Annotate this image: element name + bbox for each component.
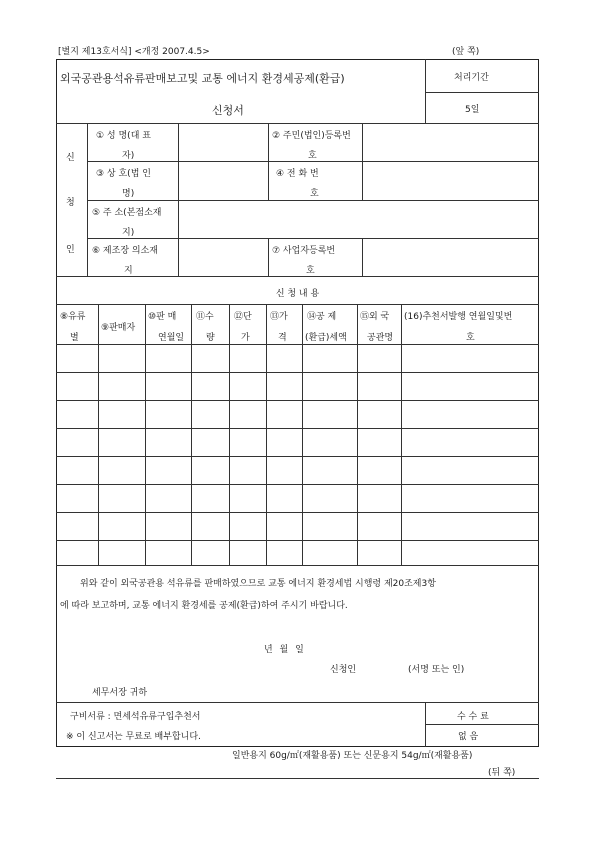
table-header-bottom <box>56 344 539 345</box>
addressee: 세무서장 귀하 <box>92 688 148 698</box>
form-subtitle: 신청서 <box>212 104 244 117</box>
plant-location-label-cont: 지 <box>124 266 133 276</box>
applicant-bottom-line <box>56 276 539 277</box>
fee-value: 없 음 <box>458 732 479 742</box>
col-sale-date-header: ⑩판 매 <box>148 312 177 322</box>
applicant-row-line-2 <box>87 200 539 201</box>
col-embassy-header-cont: 공관명 <box>367 333 394 343</box>
processing-period-label: 처리기간 <box>454 73 489 83</box>
applicant-row-line-1 <box>87 161 539 162</box>
col-tax-amount-header: ⑭공 제 <box>307 312 337 322</box>
back-side-label: (뒤 쪽) <box>488 768 516 778</box>
name-label: ① 성 명(대 표 <box>96 131 151 141</box>
footer-top-line <box>56 702 539 703</box>
declaration-line-1: 위와 같이 외국공관용 석유류를 판매하였으므로 교통 에너지 환경세법 시행령 제20조제3항 <box>80 579 436 589</box>
address-label: ⑤ 주 소(본점소재 <box>92 208 162 218</box>
content-header-bottom-line <box>56 304 539 305</box>
col-recommendation-header-cont: 호 <box>466 333 475 343</box>
business-number-label-cont: 호 <box>306 266 315 276</box>
col-unit-price-header-cont: 가 <box>241 333 250 343</box>
applicant-mid-divider-4 <box>362 238 363 276</box>
trade-name-label: ③ 상 호(법 인 <box>96 169 151 179</box>
page-bottom-line <box>56 778 539 779</box>
table-row-line-3 <box>56 428 539 429</box>
paper-spec: 일반용지 60g/㎡(재활용품) 또는 신문용지 54g/㎡(재활용품) <box>232 751 473 761</box>
applicant-row-line-3 <box>87 238 539 239</box>
col-tax-amount-header-cont: (환급)세액 <box>305 333 347 343</box>
phone-number-label-cont: 호 <box>310 189 319 199</box>
form-title: 외국공관용석유류판매보고및 교통 에너지 환경세공제(환급) <box>60 72 345 85</box>
col-price-header: ⑬가 <box>270 312 288 322</box>
col-seller-header: ⑨판매자 <box>101 323 136 333</box>
title-bottom-line <box>56 123 539 124</box>
applicant-char-3: 인 <box>66 245 75 255</box>
col-sale-date-header-cont: 연월일 <box>158 333 185 343</box>
table-row-line-6 <box>56 512 539 513</box>
page-side-label: (앞 쪽) <box>452 47 480 57</box>
declaration-date: 년 월 일 <box>264 645 304 655</box>
fee-label: 수 수 료 <box>457 712 489 722</box>
title-divider <box>425 59 426 123</box>
col-unit-price-header: ⑫단 <box>234 312 252 322</box>
trade-name-label-cont: 명) <box>122 189 135 199</box>
table-row-line-4 <box>56 456 539 457</box>
col-embassy-header: ⑮외 국 <box>360 312 390 322</box>
content-section-title: 신 청 내 용 <box>275 289 320 299</box>
table-row-line-5 <box>56 484 539 485</box>
applicant-char-2: 청 <box>66 198 75 208</box>
registration-number-label-cont: 호 <box>308 151 317 161</box>
table-bottom-line <box>56 565 539 566</box>
period-divider <box>425 92 539 93</box>
form-reference: [별지 제13호서식] <개정 2007.4.5> <box>58 47 210 57</box>
col-recommendation-header: (16)추천서발행 연월일및번 <box>404 312 513 322</box>
free-distribution-note: ※ 이 신고서는 무료로 배부합니다. <box>66 732 201 742</box>
signature-or-seal-label: (서명 또는 인) <box>408 665 465 675</box>
col-price-header-cont: 격 <box>278 333 287 343</box>
footer-divider <box>425 702 426 747</box>
table-row-line-7 <box>56 540 539 541</box>
col-oil-type-header-cont: 별 <box>70 333 79 343</box>
declaration-line-2: 에 따라 보고하며, 교통 에너지 환경세를 공제(환급)하여 주시기 바랍니다. <box>60 601 348 611</box>
name-label-cont: 자) <box>122 151 135 161</box>
plant-location-label: ⑥ 제조장 의소재 <box>92 246 158 256</box>
applicant-char-1: 신 <box>66 153 75 163</box>
processing-period-value: 5일 <box>465 105 480 115</box>
col-quantity-header: ⑪수 <box>196 312 214 322</box>
applicant-signature-label: 신청인 <box>330 665 357 675</box>
business-number-label: ⑦ 사업자등록번 <box>272 246 336 256</box>
registration-number-label: ② 주민(법인)등록번 <box>272 131 351 141</box>
col-oil-type-header: ⑧유류 <box>60 312 86 322</box>
table-row-line-2 <box>56 400 539 401</box>
address-label-cont: 지) <box>122 228 135 238</box>
attachments-text: 구비서류 : 면세석유류구입추천서 <box>70 712 201 722</box>
col-quantity-header-cont: 량 <box>206 333 215 343</box>
name-value-field[interactable] <box>178 123 179 124</box>
applicant-mid-divider-2 <box>268 238 269 276</box>
table-row-line-1 <box>56 372 539 373</box>
fee-divider <box>425 724 539 725</box>
phone-number-label: ④ 전 화 번 <box>276 169 319 179</box>
